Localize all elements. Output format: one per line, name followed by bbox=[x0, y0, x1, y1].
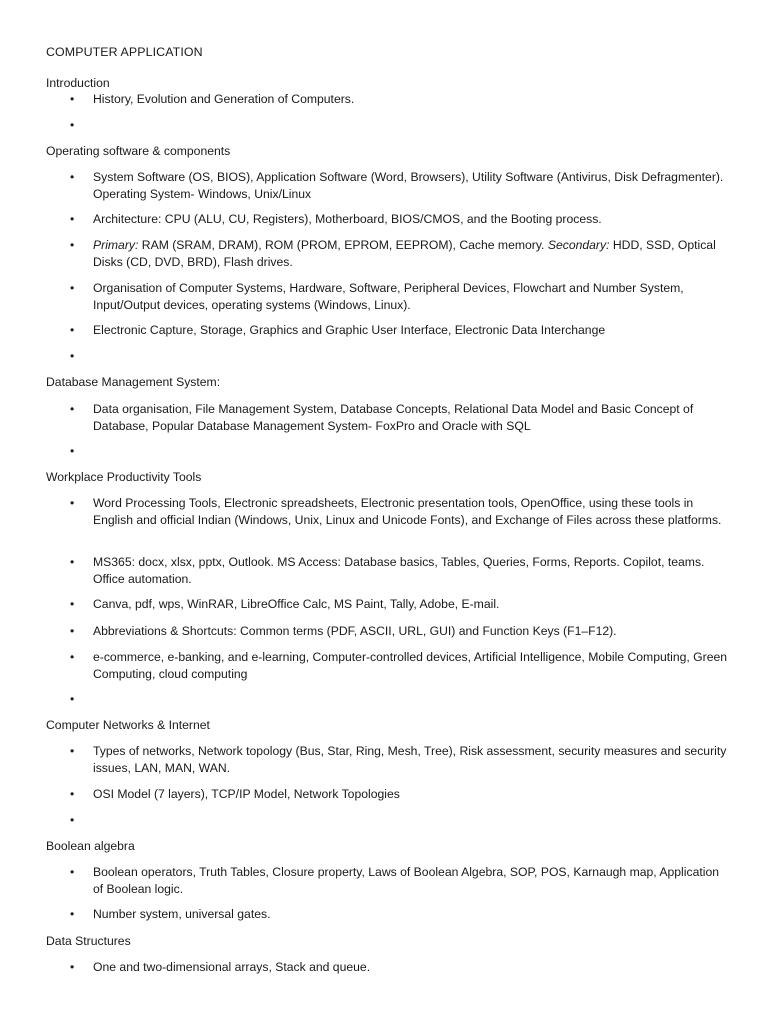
bullet-icon: • bbox=[70, 323, 75, 337]
section-heading: Introduction bbox=[46, 76, 110, 90]
list-item bbox=[70, 786, 732, 803]
section-heading: Operating software & components bbox=[46, 144, 231, 158]
list-item bbox=[70, 495, 732, 528]
section-heading: Boolean algebra bbox=[46, 839, 135, 853]
bullet-icon: • bbox=[70, 692, 75, 706]
list-item-text: System Software (OS, BIOS), Application Software (Word, Browsers), Utility Software (Antivirus, Disk Defragmenter). Operating System- Windows, Unix/Linux bbox=[93, 170, 724, 201]
list-item-text: Word Processing Tools, Electronic spreadsheets, Electronic presentation tools, OpenOffice, using these tools in English and official Indian (Windows, Unix, Linux and Unicode Fonts), and Exchange of Files across these platforms. bbox=[93, 496, 722, 527]
bullet-icon: • bbox=[70, 813, 75, 827]
list-item-text: Number system, universal gates. bbox=[93, 907, 271, 921]
bullet-icon: • bbox=[70, 444, 75, 458]
list-item-text: Data organisation, File Management System, Database Concepts, Relational Data Model and Basic Concept of Database, Popular Database Management System- FoxPro and Oracle with SQL bbox=[93, 402, 694, 433]
list-item bbox=[70, 864, 732, 897]
section-heading: Data Structures bbox=[46, 934, 131, 948]
list-item bbox=[70, 280, 732, 313]
list-item-text bbox=[93, 237, 732, 270]
list-item-text: OSI Model (7 layers), TCP/IP Model, Network Topologies bbox=[93, 787, 400, 801]
list-item bbox=[70, 91, 732, 108]
list-item bbox=[70, 959, 732, 976]
memory-primary-text: RAM (SRAM, DRAM), ROM (PROM, EPROM, EEPROM), Cache memory. bbox=[138, 238, 548, 252]
list-item bbox=[70, 554, 732, 587]
bullet-icon: • bbox=[70, 787, 75, 801]
list-item bbox=[70, 237, 732, 270]
bullet-icon: • bbox=[70, 650, 75, 664]
bullet-icon: • bbox=[70, 118, 75, 132]
list-item bbox=[70, 649, 732, 682]
bullet-icon: • bbox=[70, 865, 75, 879]
list-item-text: MS365: docx, xlsx, pptx, Outlook. MS Access: Database basics, Tables, Queries, Forms, Reports. Copilot, teams. Office automation. bbox=[93, 555, 705, 586]
bullet-icon: • bbox=[70, 624, 75, 638]
list-item bbox=[70, 322, 732, 339]
bullet-icon: • bbox=[70, 238, 75, 252]
section-heading: Workplace Productivity Tools bbox=[46, 470, 202, 484]
list-item-text: History, Evolution and Generation of Computers. bbox=[93, 92, 355, 106]
bullet-icon: • bbox=[70, 496, 75, 510]
list-item bbox=[70, 743, 732, 776]
memory-secondary-text: HDD, SSD, Optical Disks (CD, DVD, BRD), Flash drives. bbox=[93, 238, 716, 269]
list-item-text: e-commerce, e-banking, and e-learning, Computer-controlled devices, Artificial Intelligence, Mobile Computing, Green Computing, cloud computing bbox=[93, 650, 728, 681]
memory-secondary-label: Secondary: bbox=[547, 238, 610, 252]
document-title: COMPUTER APPLICATION bbox=[46, 45, 203, 59]
bullet-icon: • bbox=[70, 212, 75, 226]
list-item bbox=[70, 596, 732, 613]
list-item-text: Canva, pdf, wps, WinRAR, LibreOffice Calc, MS Paint, Tally, Adobe, E-mail. bbox=[93, 597, 500, 611]
list-item-text: Electronic Capture, Storage, Graphics and Graphic User Interface, Electronic Data Interchange bbox=[93, 323, 606, 337]
list-item-text: Types of networks, Network topology (Bus, Star, Ring, Mesh, Tree), Risk assessment, security measures and security issues, LAN, MAN, WAN. bbox=[93, 744, 727, 775]
list-item bbox=[70, 906, 732, 923]
list-item-text: Architecture: CPU (ALU, CU, Registers), Motherboard, BIOS/CMOS, and the Booting process. bbox=[93, 212, 602, 226]
bullet-icon: • bbox=[70, 907, 75, 921]
bullet-icon: • bbox=[70, 744, 75, 758]
section-heading: Database Management System: bbox=[46, 375, 221, 389]
bullet-icon: • bbox=[70, 92, 75, 106]
list-item bbox=[70, 211, 732, 228]
list-item bbox=[70, 401, 732, 434]
bullet-icon: • bbox=[70, 555, 75, 569]
list-item-text: One and two-dimensional arrays, Stack and queue. bbox=[93, 960, 371, 974]
bullet-icon: • bbox=[70, 349, 75, 363]
list-item-text: Boolean operators, Truth Tables, Closure property, Laws of Boolean Algebra, SOP, POS, Karnaugh map, Application of Boolean logic. bbox=[93, 865, 719, 896]
section-heading: Computer Networks & Internet bbox=[46, 718, 210, 732]
list-item-text: Organisation of Computer Systems, Hardware, Software, Peripheral Devices, Flowchart and Number System, Input/Output devices, operating systems (Windows, Linux). bbox=[93, 281, 684, 312]
bullet-icon: • bbox=[70, 960, 75, 974]
bullet-icon: • bbox=[70, 597, 75, 611]
list-item-text: Abbreviations & Shortcuts: Common terms (PDF, ASCII, URL, GUI) and Function Keys (F1–F12). bbox=[93, 624, 617, 638]
list-item bbox=[70, 169, 732, 202]
list-item bbox=[70, 623, 732, 640]
bullet-icon: • bbox=[70, 402, 75, 416]
bullet-icon: • bbox=[70, 170, 75, 184]
memory-primary-label: Primary: bbox=[93, 238, 139, 252]
bullet-icon: • bbox=[70, 281, 75, 295]
